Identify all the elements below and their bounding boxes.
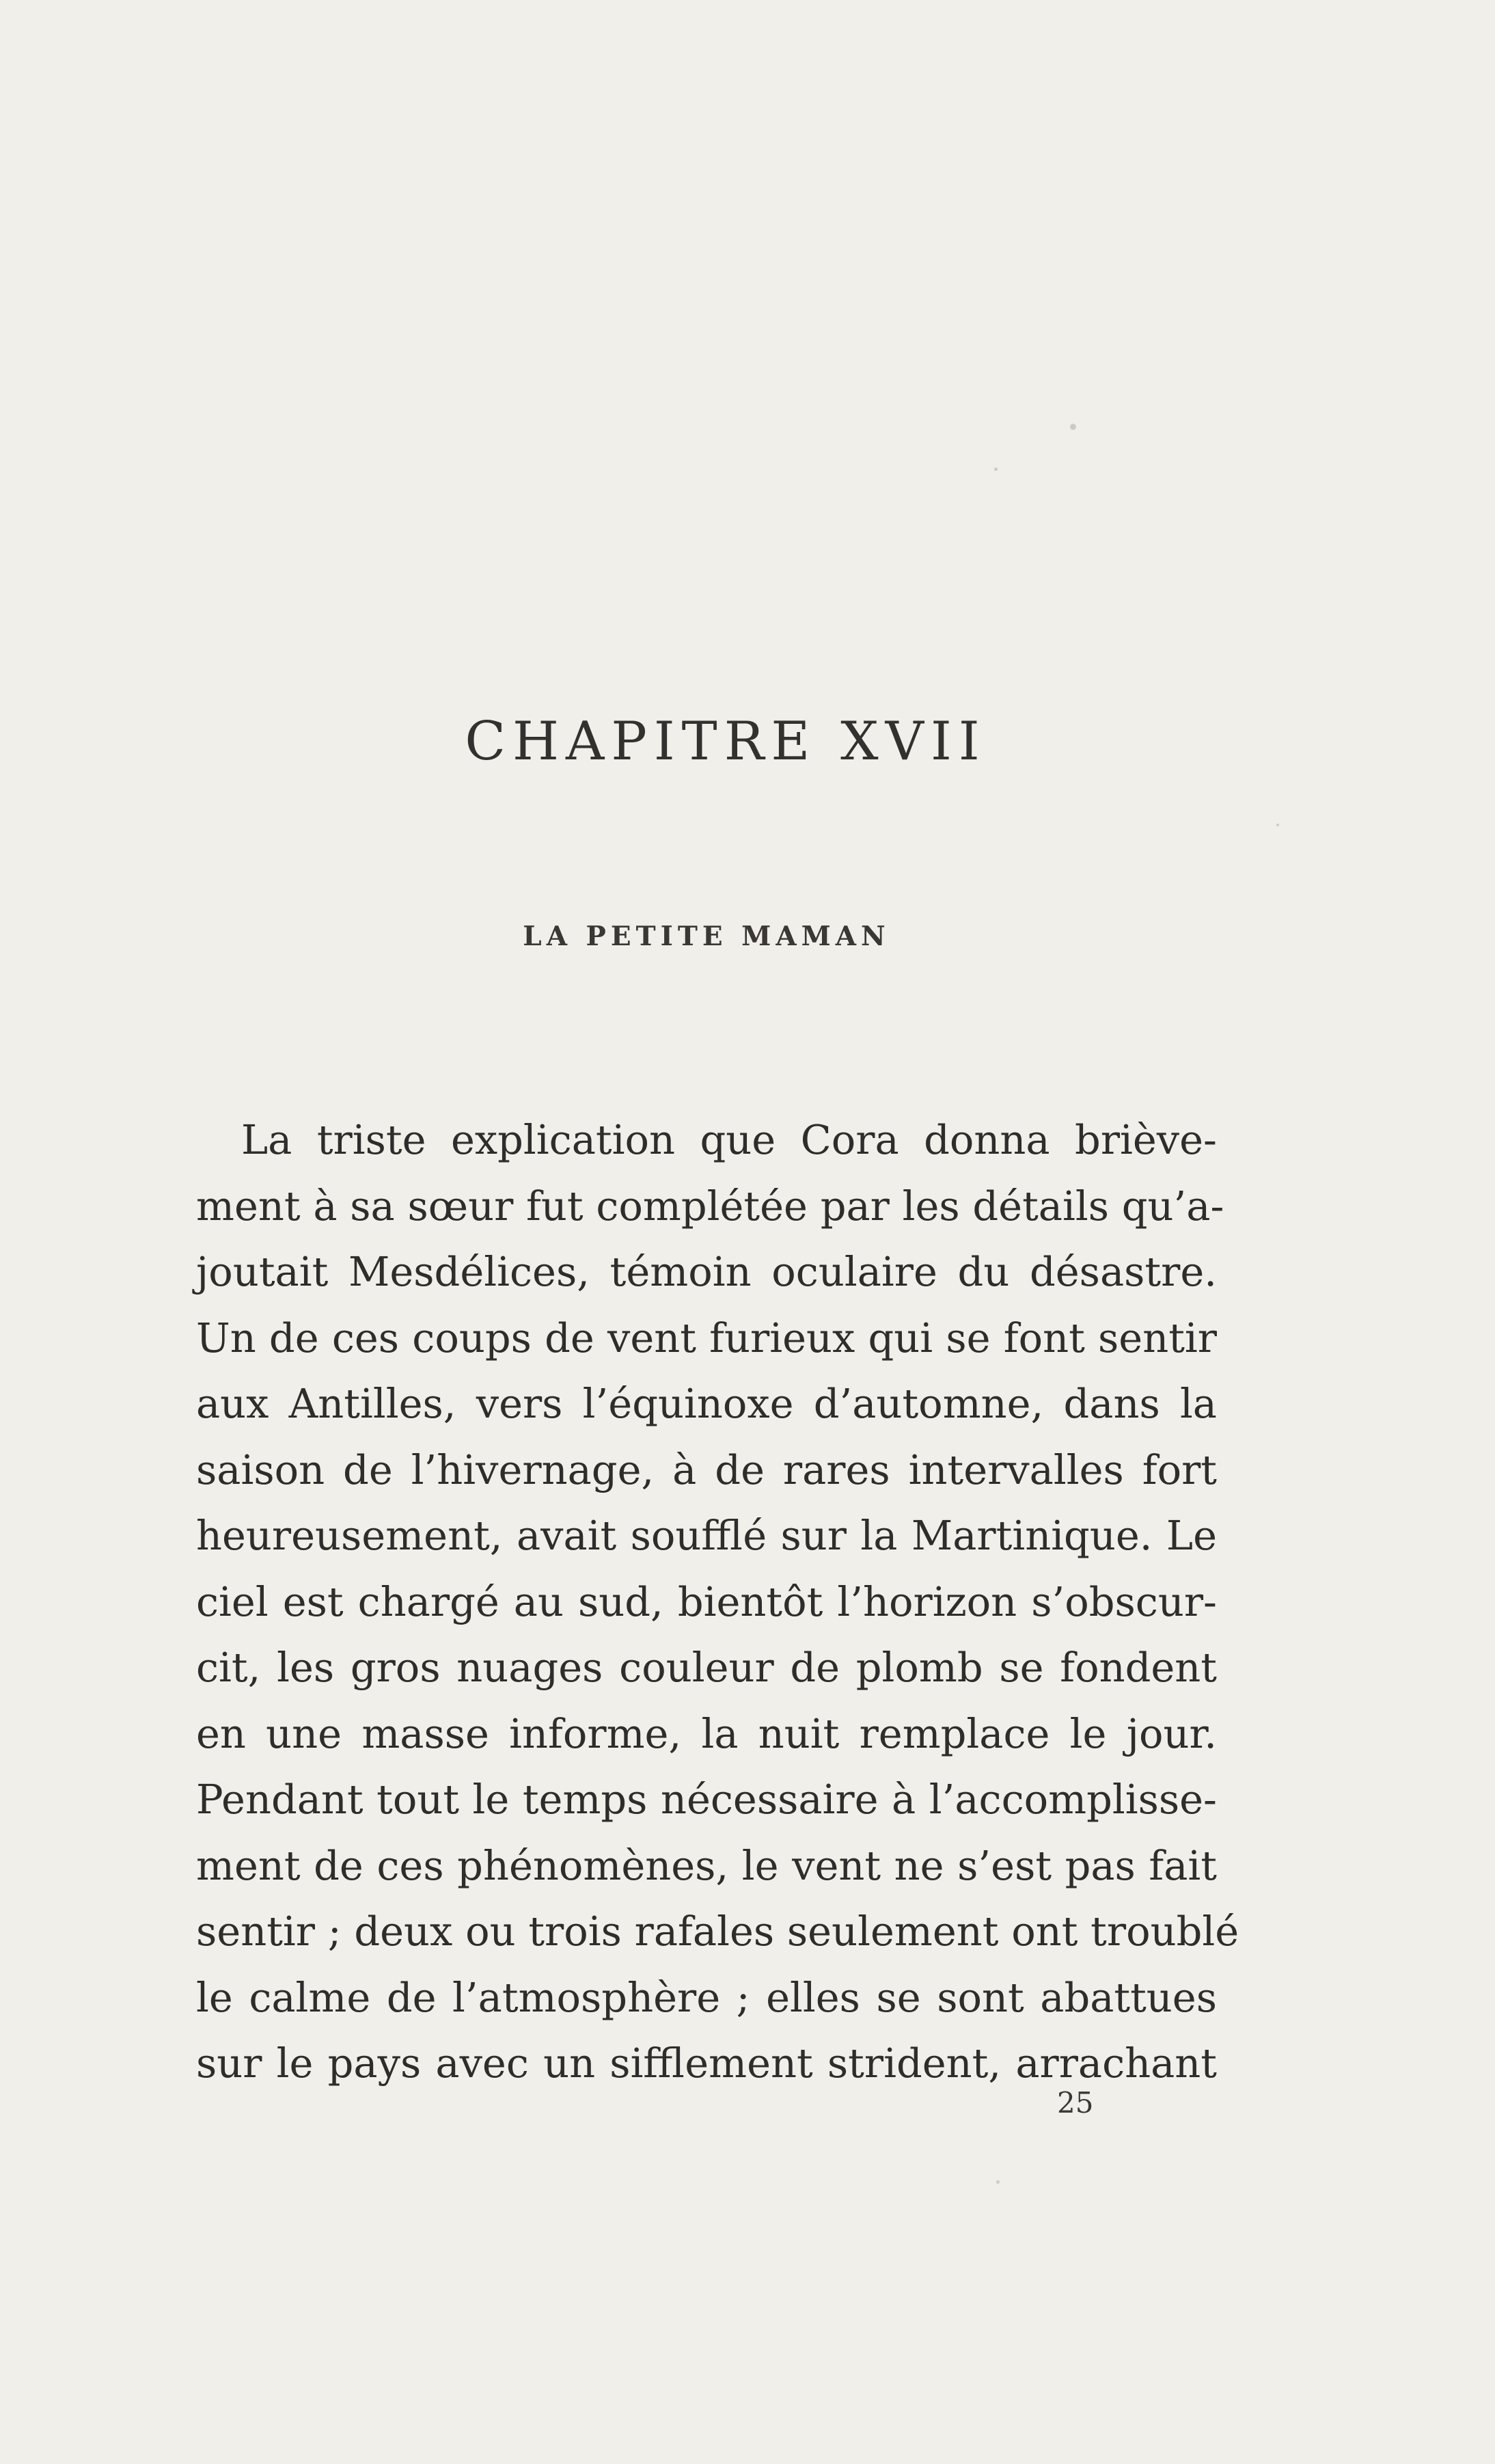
- text-line: heureusement, avait soufflé sur la Martinique. Le: [196, 1512, 1217, 1559]
- text-line: ciel est chargé au sud, bientôt l’horizon s’obscur-: [196, 1578, 1217, 1625]
- chapter-subtitle: LA PETITE MAMAN: [523, 921, 890, 952]
- text-line: ment de ces phénomènes, le vent ne s’est pas fait: [196, 1841, 1217, 1889]
- text-line: Pendant tout le temps nécessaire à l’accomplisse-: [196, 1776, 1217, 1823]
- text-line: saison de l’hivernage, à de rares intervalles fort: [196, 1446, 1217, 1493]
- text-line: joutait Mesdélices, témoin oculaire du désastre.: [196, 1248, 1217, 1295]
- text-line: La triste explication que Cora donna briève-: [241, 1116, 1217, 1163]
- body-paragraph: [196, 1107, 1239, 2097]
- text-line: sentir ; deux ou trois rafales seulement ont troublé: [196, 1908, 1239, 1955]
- paper-speck: [1276, 824, 1279, 826]
- text-line: ment à sa sœur fut complétée par les détails qu’a-: [196, 1182, 1224, 1230]
- text-line: Un de ces coups de vent furieux qui se font sentir: [196, 1314, 1217, 1362]
- text-line: sur le pays avec un sifflement strident, arrachant: [196, 2040, 1217, 2087]
- paper-speck: [1070, 424, 1076, 430]
- page-number: 25: [1057, 2086, 1094, 2120]
- text-line: le calme de l’atmosphère ; elles se sont abattues: [196, 1973, 1217, 2021]
- paper-speck: [996, 2180, 1000, 2184]
- chapter-title: CHAPITRE XVII: [465, 711, 987, 772]
- text-line: cit, les gros nuages couleur de plomb se fondent: [196, 1644, 1217, 1691]
- text-line: en une masse informe, la nuit remplace le jour.: [196, 1709, 1217, 1757]
- text-line: aux Antilles, vers l’équinoxe d’automne, dans la: [196, 1380, 1217, 1427]
- paper-speck: [994, 468, 998, 471]
